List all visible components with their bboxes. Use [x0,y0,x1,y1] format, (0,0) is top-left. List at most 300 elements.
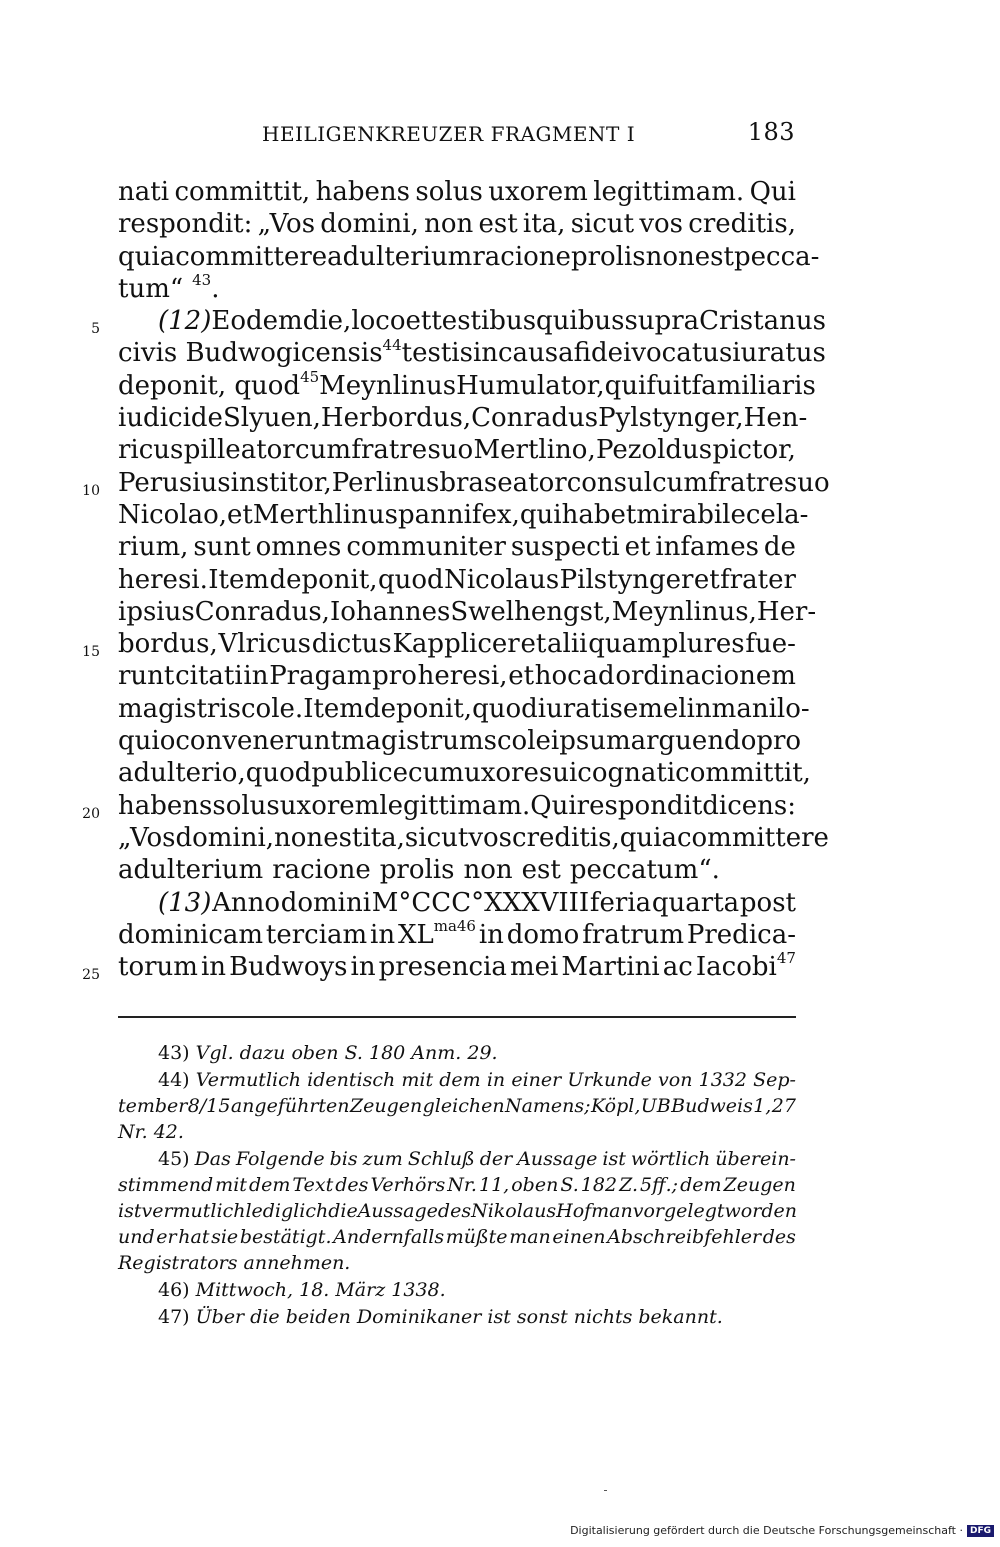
word: in [472,338,498,369]
word: sui [538,758,578,789]
word: committit, [675,758,811,789]
word: committere [175,241,328,272]
text-line [118,499,809,531]
word: pictor, [712,435,796,466]
word: der [479,1148,513,1170]
word: fratrum [582,919,685,950]
word: Nr. [447,1174,477,1196]
word: et [693,564,720,595]
word: des [762,1226,796,1248]
word: terciam [265,919,368,950]
text-line [91,305,826,338]
word: quia [118,241,176,272]
word: Conradus, [194,596,330,627]
word: in [243,661,269,692]
word: sie [211,1226,239,1248]
word: Anno [212,887,281,918]
text-line [118,402,808,434]
word: Swelhengst, [450,596,612,627]
word-group: civis Budwogicensis$^{44}$ [118,335,402,369]
word: in [686,693,712,724]
word: zum [362,1148,403,1170]
word: domini, [320,209,419,240]
footnote-ref-45: 45 [300,368,320,387]
word: publice [311,758,409,789]
footnote-43: 43) Vgl. dazu oben S. 180 Anm. 29. [158,1042,498,1064]
word: Aussage [517,1148,598,1170]
word: respondit [576,790,703,821]
word: UB [640,1095,671,1117]
text-line [118,241,820,273]
word: Pylstynger, [598,403,744,434]
word: arguendo [630,726,757,757]
word: stimmend [118,1174,214,1196]
footnote-line: Registrators annehmen. [118,1252,351,1274]
word: prolis [379,855,455,886]
word: 11, [478,1174,510,1196]
running-title: HEILIGENKREUZER FRAGMENT I [262,122,636,146]
word: vocatus [631,338,733,369]
word: Iohannes [329,596,451,627]
word: „Vos [257,209,316,240]
word: die, [302,306,352,337]
footnote-46: 46) Mittwoch, 18. März 1338. [158,1279,446,1301]
line-number-25: 25 [82,967,100,984]
word: pecca- [733,241,820,272]
text-line [118,335,826,369]
word: legittimam. [593,177,745,207]
word: supra [624,306,700,337]
word: manilo- [711,693,810,724]
word: committere [676,822,829,853]
word: fratre [708,467,784,498]
scan-speck [604,1490,607,1491]
word: 1332 [698,1069,747,1091]
word: mit [401,1069,434,1091]
word: dicens: [702,790,797,821]
funding-note: Digitalisierung gefördert durch die Deutsche Forschungsgemeinschaft · [570,1524,963,1537]
word: cum [652,467,709,498]
word: Predica- [686,919,796,950]
word: frater [720,564,796,595]
footnote-line [118,1172,796,1198]
word: Köpl, [590,1095,641,1117]
word: quio [118,726,176,757]
word: und [118,1226,155,1248]
word: infames [655,532,759,563]
footnote-line [118,1093,796,1119]
text-line [82,949,796,984]
word: peccatum“. [569,855,720,886]
word: uxorem [279,790,380,821]
word: cognati [577,758,676,789]
word: in [370,919,396,950]
word: angeführten [230,1095,350,1117]
text-line [118,725,802,757]
word: et [405,306,432,337]
word: Andernfalls [333,1226,445,1248]
word: iuratus [732,338,826,369]
word: Text [292,1174,334,1196]
word: mirabile [636,499,746,530]
word: racione [472,241,571,272]
word: Perusius [118,467,231,498]
word: Aussage [357,1200,438,1222]
word: non [274,822,324,853]
word: ipsius [118,596,195,627]
word: Abschreibfehler [607,1226,762,1248]
word: von [658,1069,693,1091]
word: Item [208,564,270,595]
word: 5ff.; [640,1174,679,1196]
footnote-line: 44) Vermutlich identisch mit dem in einer Urkunde von 1332 Sep- [158,1069,796,1091]
text-line [82,467,830,499]
word: mit [215,1174,247,1196]
text-line [118,434,796,466]
word: loco [351,306,406,337]
word: Pilstynger [559,564,694,595]
word: creditis, [688,209,796,240]
word: „Vos [118,822,176,853]
word: Qui [530,790,577,821]
word: cela- [745,499,809,530]
text-line [118,660,796,692]
footnote-line [118,1224,796,1250]
line-number-10: 10 [82,482,100,499]
word: deponit, [269,564,378,595]
word: ita, [522,209,566,240]
text-line [118,854,796,886]
word: wörtlich [630,1148,711,1170]
paragraph-number-12: (12) [158,306,212,337]
footnote-line: Nr. 42. [118,1121,184,1143]
word: feria [589,887,652,918]
word: familiaris [691,370,816,401]
word: Namens; [504,1095,591,1117]
word: in [478,919,504,950]
word-tum: tum“ $^{43}$. [118,271,220,304]
word: adulterio, [118,758,246,789]
word: quod [472,693,538,724]
word: einen [552,1226,606,1248]
word: Herbordus, [320,403,472,434]
word: magistri [118,693,228,724]
text-line [118,273,796,305]
text-line [118,564,796,596]
word: vos [639,209,684,240]
word: Schluß [407,1148,475,1170]
word: uxore [463,758,539,789]
word: 1, [753,1095,772,1117]
word: Verhörs [370,1174,446,1196]
word-iacobi: Iacobi$^{47}$ [695,949,796,983]
word: bestätigt. [239,1226,332,1248]
footnote-line [118,1198,796,1224]
word: ricus [118,435,184,466]
text-line [118,919,796,951]
word: respondit: [118,209,253,240]
word: sicut [404,822,469,853]
word: et [520,629,547,660]
dfg-logo: DFG [967,1525,994,1537]
text-line [118,176,796,208]
word: domo [506,919,580,950]
word: cum [408,758,464,789]
word: Vlricus [218,629,311,660]
word: Martini [561,952,660,983]
text-line [82,628,796,661]
word: Nicolaus [444,564,560,595]
footnote-44 [118,1067,796,1145]
text-line [118,368,816,402]
word: Kapplicer [392,629,520,660]
paragraph-number-13: (13) [158,887,212,918]
word: dominicam [118,919,264,950]
word: dem [680,1174,722,1196]
word: habens [315,177,410,207]
word: des [335,1174,369,1196]
word: Pragam [269,661,372,692]
word: ad [582,661,615,692]
text-line [118,887,796,919]
word: man [509,1226,551,1248]
word: institor, [230,467,332,498]
word: dem [439,1069,481,1091]
footnote-47: 47) Über die beiden Dominikaner ist sonst nichts bekannt. [158,1306,723,1328]
line-number-15: 15 [82,644,100,661]
text-line [118,596,817,628]
word: consul [566,467,653,498]
word: dem [248,1174,291,1196]
word: bordus, [118,629,218,660]
word: racione [272,855,371,886]
word: identisch [307,1069,396,1091]
word: est [694,241,734,272]
word: Meynlinus [319,370,457,401]
word: deponit, [363,693,473,724]
text-line [118,757,811,789]
word: in [200,952,227,983]
word: heresi, [417,661,508,692]
word: Nikolaus [471,1200,557,1222]
word: einer [511,1069,562,1091]
word: testibus [431,306,537,337]
word: uxorem [488,177,588,207]
word: pilleator [183,435,295,466]
word: hat [178,1226,210,1248]
word: domini, [175,822,275,853]
word: überein- [715,1148,796,1170]
word: Vermutlich [195,1069,301,1091]
word: causa [498,338,574,369]
word: Budweis [671,1095,753,1117]
word: ist [602,1148,626,1170]
word: pro [756,726,802,757]
footnote-ref-43: 43 [192,271,212,290]
word: in [486,1069,506,1091]
word: scole. [227,693,304,724]
word: Urkunde [567,1069,652,1091]
word: Das [194,1148,231,1170]
word: torum [118,952,198,983]
word: sunt [193,532,251,563]
word: cum [295,435,352,466]
word: fratre [351,435,428,466]
word: lediglich [245,1200,329,1222]
word: des [437,1200,472,1222]
word: er [156,1226,177,1248]
word: Her- [756,596,817,627]
word: Meynlinus, [611,596,757,627]
word: prolis [570,241,646,272]
word: iudici [118,403,191,434]
word: ipsum [550,726,631,757]
word: nati [118,177,170,207]
footnote-ref-46: ma46 [433,917,476,936]
word: Humulator, [456,370,605,401]
word: testis [401,338,473,369]
word: quia [619,822,677,853]
word: fidei [573,338,632,369]
footnotes [118,1040,796,1331]
word: Perlinus [331,467,440,498]
word: suo [427,435,474,466]
word: Budwoys [229,952,348,983]
word: Folgende [235,1148,325,1170]
word: creditis, [512,822,620,853]
word: Zeugen [723,1174,796,1196]
footnote-line: 45) Das Folgende bis zum Schluß der Aussage ist wörtlich überein- [158,1148,796,1170]
word: vos [468,822,513,853]
word: Zeugen [349,1095,423,1117]
text-line [118,693,810,725]
word: worden [724,1200,797,1222]
word: heresi. [118,564,208,595]
word: omnes [255,532,342,563]
footnote-45 [118,1146,796,1276]
word: qui [519,499,562,530]
word-group: deponit, quod$^{45}$ [118,368,320,401]
word: et [508,661,535,692]
word: quibus [536,306,625,337]
word: est [521,855,561,886]
word: Eodem [211,306,303,337]
footnote-ref-44: 44 [382,335,402,354]
line-number-20: 20 [82,805,100,822]
word: non [463,855,513,886]
word: suo [783,467,830,498]
word: citati [175,661,243,692]
word: Hofman [556,1200,633,1222]
word: non [645,241,695,272]
word: Mertlino, [473,435,596,466]
word: in [350,952,376,983]
word: M°CCC°XXXVIII [371,887,590,918]
word: Qui [749,177,796,207]
word: runt [118,661,175,692]
text-line [82,790,797,822]
word: ac [662,952,693,983]
word: solus [415,177,483,207]
word: Hen- [743,403,808,434]
word: adulterium [327,241,473,272]
word-xl: $XL^{ma46}$ [397,917,476,950]
word: habens [118,790,213,821]
word: adulterium [118,855,264,886]
main-text [82,176,830,984]
word: habet [561,499,637,530]
word: gleichen [422,1095,505,1117]
word: Sep- [753,1069,796,1091]
word: semel [609,693,687,724]
word: Pezoldus [596,435,713,466]
word: rium, [118,532,189,563]
word: et [624,532,651,563]
word: Conradus [471,403,599,434]
word: 27 [771,1095,796,1117]
word: ordinacionem [615,661,796,692]
word: pannifex, [397,499,520,530]
word: domini [280,887,372,918]
footnote-rule [118,1016,796,1018]
word: de [190,403,223,434]
text-line [118,208,796,240]
word: 8/15 [187,1095,231,1117]
word: convenerunt [175,726,341,757]
word: 182 [580,1174,618,1196]
word: magistrum [340,726,484,757]
word: suspecti [510,532,620,563]
word: iurati [537,693,610,724]
word: scole [483,726,551,757]
word: Item [303,693,364,724]
word: communiter [346,532,506,563]
word: hoc [534,661,582,692]
word: vermutlich [141,1200,246,1222]
word: est [323,822,363,853]
word: vorgelegt [632,1200,725,1222]
word: Z. [619,1174,638,1196]
word: fue- [745,629,796,660]
word: de [763,532,796,563]
word: ist [118,1200,142,1222]
word: quod [245,758,312,789]
line-number-5: 5 [91,321,100,338]
word: Nicolao, [118,499,228,530]
word: die [328,1200,358,1222]
word: oben [511,1174,559,1196]
word: non [424,209,474,240]
word: sicut [570,209,635,240]
word: mei [509,952,559,983]
text-line [118,822,829,854]
word: fuit [646,370,692,401]
word: Slyuen, [222,403,321,434]
word: qui [604,370,647,401]
footnote-ref-47: 47 [776,949,796,968]
word: post [739,887,796,918]
word: quod [377,564,444,595]
word: est [478,209,518,240]
word: Cristanus [699,306,826,337]
word: quamplures [588,629,745,660]
word: bis [329,1148,358,1170]
word: tember [118,1095,188,1117]
word: et [227,499,253,530]
word: legittimam. [379,790,531,821]
word: quarta [651,887,740,918]
digitization-footer [570,1524,994,1537]
